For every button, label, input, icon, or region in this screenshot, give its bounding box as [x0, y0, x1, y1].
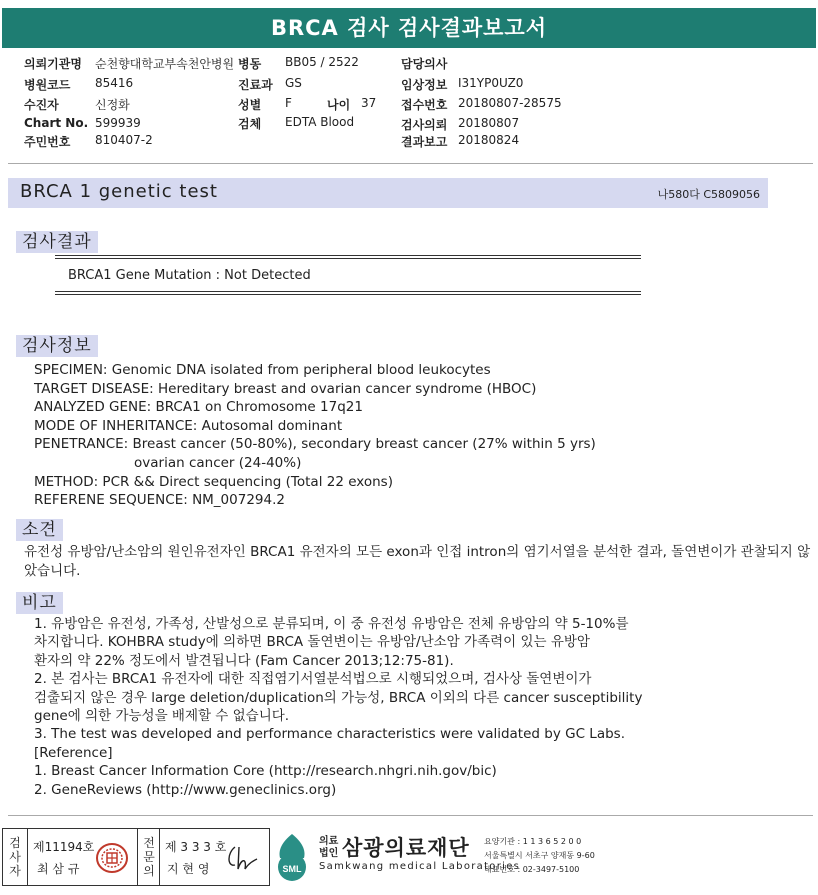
org-english-name: Samkwang medical Laboratories [319, 861, 521, 872]
specialist-license-no: 제 3 3 3 호 [165, 840, 227, 854]
chart-value: 599939 [95, 116, 141, 130]
lab-footer [272, 830, 818, 886]
svg-text:SML: SML [282, 864, 302, 874]
info-divider [8, 163, 813, 164]
remarks-heading: 비고 [16, 592, 63, 614]
sex-value: F [285, 96, 292, 110]
specialist-signature-icon [225, 843, 261, 873]
info-method: METHOD: PCR && Direct sequencing (Total 22 exons) [34, 473, 393, 490]
remark-line: 환자의 약 22% 정도에서 발견됩니다 (Fam Cancer 2013;12:75-81). [34, 652, 454, 669]
specimen-label: 검체 [238, 117, 262, 131]
org-registration-no: 요양기관 : 1 1 3 6 5 2 0 0 [484, 837, 582, 846]
examiner-license-no: 제11194호 [33, 840, 95, 854]
remark-line: 1. 유방암은 유전성, 가족성, 산발성으로 분류되며, 이 중 유전성 유방암은 전체 유방암의 약 5-10%를 [34, 616, 629, 632]
info-target-disease: TARGET DISEASE: Hereditary breast and ovarian cancer syndrome (HBOC) [34, 380, 537, 397]
result-heading: 검사결과 [16, 231, 98, 253]
age-value: 37 [361, 96, 377, 110]
specialist-name: 지 현 영 [167, 862, 210, 876]
test-code: 나580다 C5809056 [657, 188, 760, 201]
examiner-label: 검 사 자 [9, 836, 21, 878]
result-rule-top [55, 255, 641, 259]
report-date-value: 20180824 [458, 133, 520, 147]
receipt-value: 20180807-28575 [458, 96, 562, 110]
footer-divider [8, 815, 813, 816]
test-info-list [34, 361, 596, 510]
chart-label: Chart No. [24, 116, 89, 130]
age-label: 나이 [327, 98, 351, 112]
resident-value: 810407-2 [95, 133, 153, 147]
info-penetrance-cont: ovarian cancer (24-40%) [134, 454, 302, 471]
remark-line: gene에 의한 가능성을 배제할 수 없습니다. [34, 708, 290, 725]
result-rule-bottom [55, 291, 641, 295]
doctor-label: 담당의사 [401, 57, 448, 71]
signature-box [2, 828, 270, 886]
dept-value: GS [285, 76, 302, 90]
report-date-label: 결과보고 [401, 135, 448, 149]
org-type: 의료법인 [319, 836, 339, 859]
institution-label: 의뢰기관명 [24, 57, 82, 71]
remark-line: [Reference] [34, 744, 113, 761]
test-name: BRCA 1 genetic test [20, 181, 218, 202]
sex-label: 성별 [238, 98, 262, 112]
report-title: BRCA 검사 검사결과보고서 [2, 8, 816, 48]
info-reference-sequence: REFERENE SEQUENCE: NM_007294.2 [34, 492, 285, 509]
request-value: 20180807 [458, 116, 520, 130]
patient-info [0, 55, 818, 155]
info-penetrance: PENETRANCE: Breast cancer (50-80%), secondary breast cancer (27% within 5 yrs) [34, 436, 596, 453]
opinion-text: 유전성 유방암/난소암의 원인유전자인 BRCA1 유전자의 모든 exon과 인접 intron의 염기서열을 분석한 결과, 돌연변이가 관찰되지 않았습니다. [24, 544, 811, 579]
receipt-label: 접수번호 [401, 98, 448, 112]
specialist-label: 전 문 의 [143, 836, 155, 878]
result-text: BRCA1 Gene Mutation : Not Detected [68, 268, 311, 283]
remark-line: 차지합니다. KOHBRA study에 의하면 BRCA 돌연변이는 유방암/난소암 가족력이 있는 유방암 [34, 634, 590, 651]
test-header [8, 178, 768, 208]
info-heading: 검사정보 [16, 335, 98, 357]
info-analyzed-gene: ANALYZED GENE: BRCA1 on Chromosome 17q21 [34, 399, 363, 416]
ward-value: BB05 / 2522 [285, 55, 359, 69]
examiner-seal-icon [95, 842, 129, 874]
dept-label: 진료과 [238, 78, 273, 92]
remark-line: 2. GeneReviews (http://www.geneclinics.org) [34, 781, 337, 798]
name-value: 신정화 [95, 98, 130, 112]
name-label: 수진자 [24, 98, 59, 112]
opinion-heading: 소견 [16, 519, 63, 541]
info-inheritance: MODE OF INHERITANCE: Autosomal dominant [34, 417, 343, 434]
clinical-label: 임상정보 [401, 78, 448, 92]
ward-label: 병동 [238, 57, 262, 71]
clinical-value: I31YP0UZ0 [458, 76, 524, 90]
org-phone: 대표번호 : 02-3497-5100 [484, 865, 580, 874]
request-label: 검사의뢰 [401, 118, 448, 132]
examiner-name: 최 삼 규 [37, 862, 80, 876]
sml-logo-icon [272, 832, 312, 882]
remark-line: 1. Breast Cancer Information Core (http://research.nhgri.nih.gov/bic) [34, 763, 497, 780]
org-address: 서울특별시 서초구 양재동 9-60 [484, 851, 595, 860]
specimen-value: EDTA Blood [285, 115, 355, 129]
remark-line: 2. 본 검사는 BRCA1 유전자에 대한 직접염기서열분석법으로 시행되었으며, 검사상 돌연변이가 [34, 671, 592, 688]
resident-label: 주민번호 [24, 135, 71, 149]
hospital-code-value: 85416 [95, 76, 134, 90]
institution-value: 순천향대학교부속천안병원 [95, 57, 235, 71]
remark-line: 3. The test was developed and performance characteristics were validated by GC Labs. [34, 726, 625, 743]
remarks-list [34, 615, 642, 799]
remark-line: 검출되지 않은 경우 large deletion/duplication의 가능성, BRCA 이외의 다른 cancer susceptibility [34, 689, 643, 706]
hospital-code-label: 병원코드 [24, 78, 71, 92]
info-specimen: SPECIMEN: Genomic DNA isolated from peripheral blood leukocytes [34, 362, 491, 378]
org-name: 삼광의료재단 [342, 836, 470, 860]
